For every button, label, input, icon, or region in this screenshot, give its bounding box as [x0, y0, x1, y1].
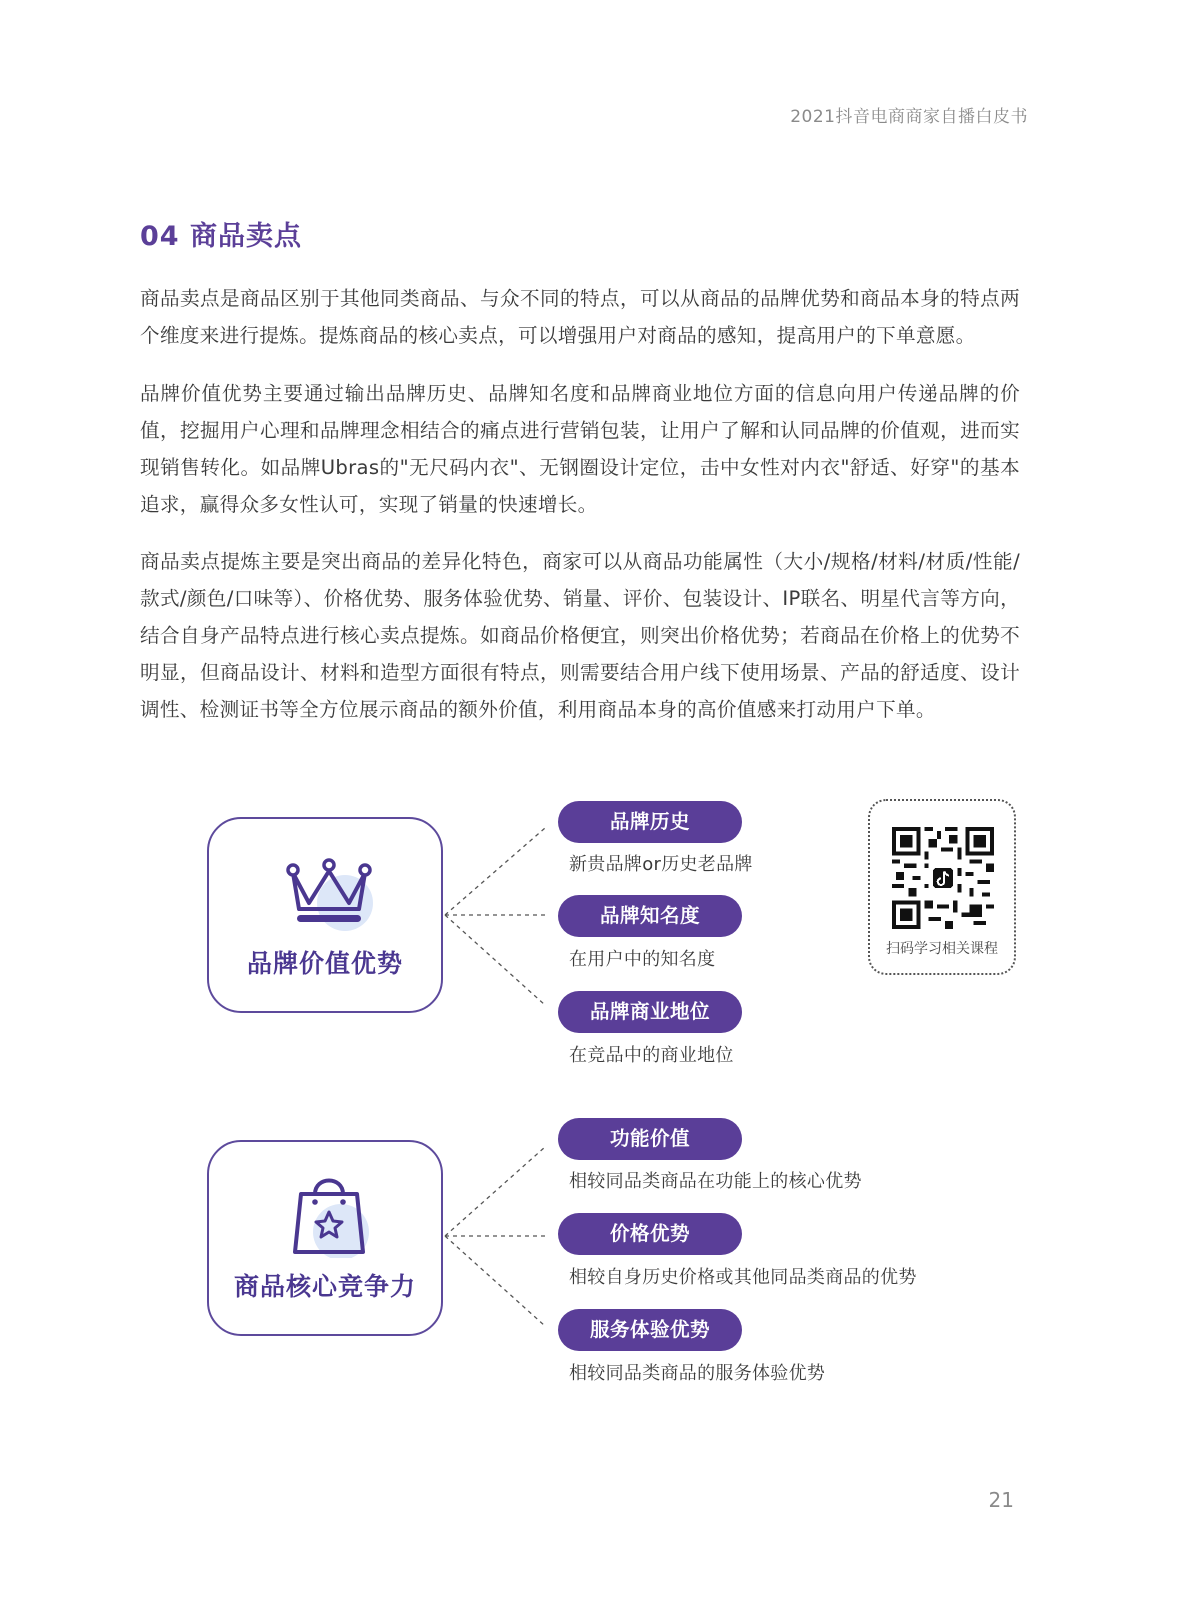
desc-price-advantage: 相较自身历史价格或其他同品类商品的优势 [569, 1267, 917, 1288]
page-number: 21 [988, 1488, 1014, 1512]
qr-caption: 扫码学习相关课程 [886, 941, 998, 957]
qr-code-image[interactable] [892, 827, 994, 929]
connector-line [445, 1236, 545, 1326]
crown-icon [279, 845, 379, 935]
brand-value-label: 品牌价值优势 [246, 949, 403, 978]
connector-line [445, 828, 545, 915]
pill-brand-awareness: 品牌知名度 [558, 895, 742, 937]
shopping-bag-icon [279, 1168, 379, 1258]
paragraph-selling-point: 商品卖点提炼主要是突出商品的差异化特色，商家可以从商品功能属性（大小/规格/材料/材质/性能/款式/颜色/口味等）、价格优势、服务体验优势、销量、评价、包装设计、IP联名、明星代言等方向，结合自身产品特点进行核心卖点提炼。如商品价格便宜，则突出价格优势；若商品在价格上的优势不明显，但商品设计、材料和造型方面很有特点，则需要结合用户线下使用场景、产品的舒适度、设计调性、检测证书等全方位展示商品的额外价值，利用商品本身的高价值感来打动用户下单。 [140, 550, 1020, 721]
product-competitiveness-label: 商品核心竞争力 [233, 1272, 416, 1301]
desc-brand-business-position: 在竞品中的商业地位 [569, 1045, 734, 1066]
pill-service-experience: 服务体验优势 [558, 1309, 742, 1351]
paragraph-brand-value: 品牌价值优势主要通过输出品牌历史、品牌知名度和品牌商业地位方面的信息向用户传递品牌的价值，挖掘用户心理和品牌理念相结合的痛点进行营销包装，让用户了解和认同品牌的价值观，进而实现销售转化。如品牌Ubras的"无尺码内衣"、无钢圈设计定位，击中女性对内衣"舒适、好穿"的基本追求，赢得众多女性认可，实现了销量的快速增长。 [140, 382, 1020, 516]
pill-price-advantage: 价格优势 [558, 1213, 742, 1255]
desc-brand-awareness: 在用户中的知名度 [569, 949, 716, 970]
product-competitiveness-card [207, 1140, 443, 1336]
pill-brand-history: 品牌历史 [558, 801, 742, 843]
desc-brand-history: 新贵品牌or历史老品牌 [569, 854, 753, 875]
section-title: 04 商品卖点 [140, 221, 302, 252]
pill-brand-business-position: 品牌商业地位 [558, 991, 742, 1033]
qr-code-box [868, 799, 1016, 975]
pill-function-value: 功能价值 [558, 1118, 742, 1160]
desc-service-experience: 相较同品类商品的服务体验优势 [569, 1363, 826, 1384]
connector-line [445, 915, 545, 1005]
brand-value-card [207, 817, 443, 1013]
document-header: 2021抖音电商商家自播白皮书 [790, 107, 1028, 127]
paragraph-intro: 商品卖点是商品区别于其他同类商品、与众不同的特点，可以从商品的品牌优势和商品本身的特点两个维度来进行提炼。提炼商品的核心卖点，可以增强用户对商品的感知，提高用户的下单意愿。 [140, 287, 1020, 347]
connector-line [445, 1147, 545, 1236]
desc-function-value: 相较同品类商品在功能上的核心优势 [569, 1171, 862, 1192]
